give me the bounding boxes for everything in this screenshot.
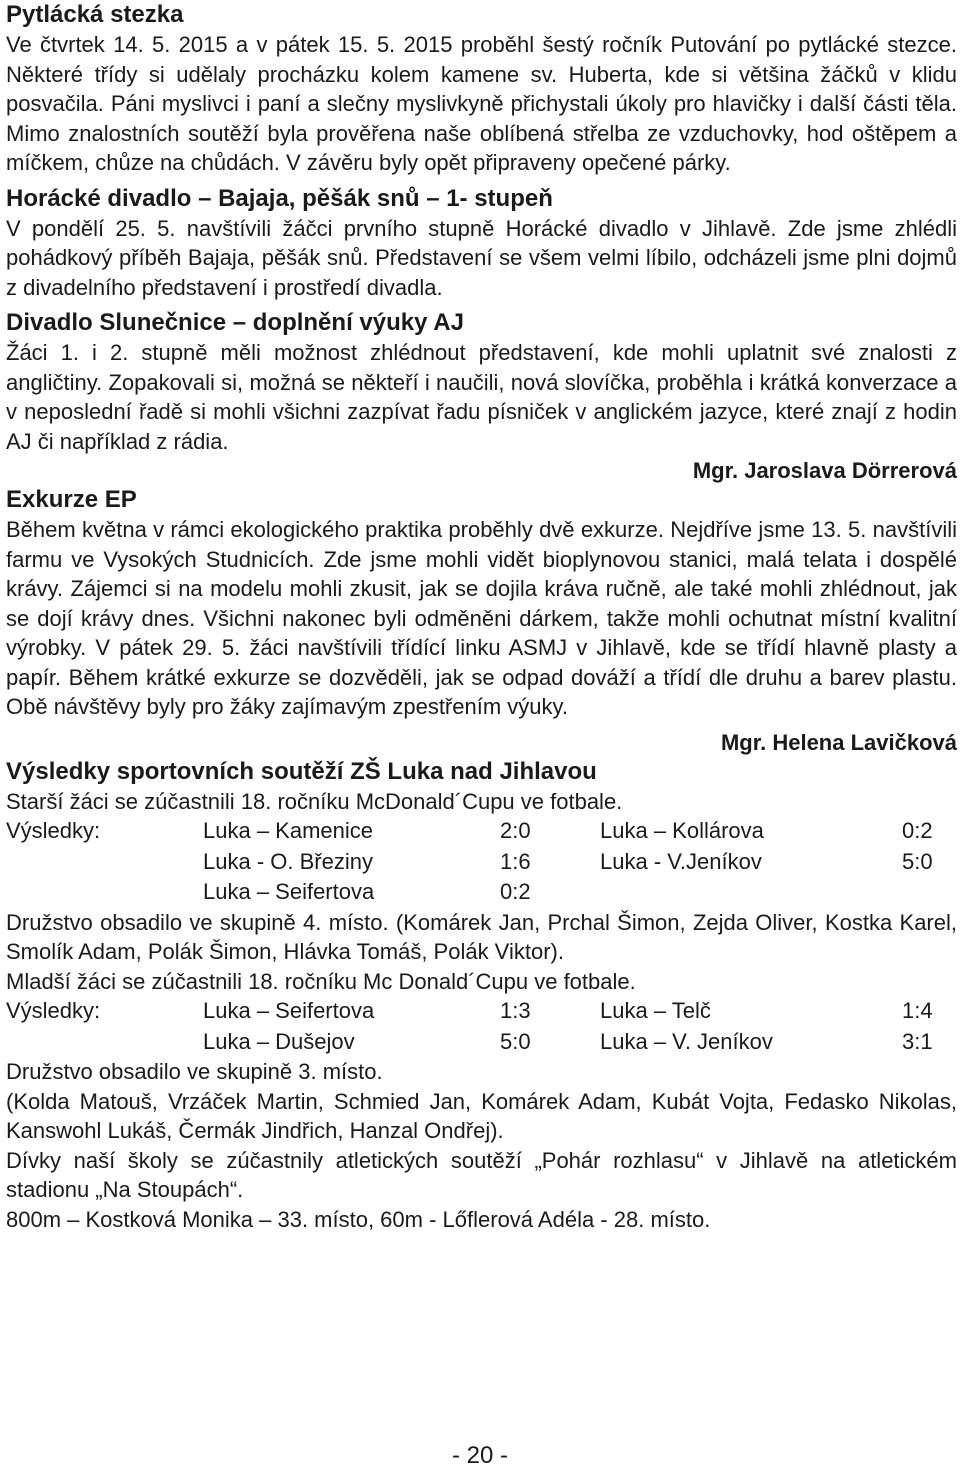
table-row	[6, 847, 942, 878]
match: Luka - O. Březiny	[203, 848, 373, 874]
score: 0:2	[500, 879, 531, 904]
match: Luka – Telč	[600, 998, 711, 1023]
score: 1:3	[500, 998, 531, 1023]
match: Luka - V.Jeníkov	[600, 848, 762, 874]
match: Luka – Seifertova	[203, 879, 375, 904]
signature-lavickova	[6, 728, 957, 757]
older-pupils-intro: Starší žáci se zúčastnili 18. ročníku McDonald´Cupu ve fotbale.	[6, 788, 623, 814]
page-number: - 20 -	[451, 1442, 508, 1469]
younger-placement: Družstvo obsadilo ve skupině 3. místo.	[6, 1059, 383, 1084]
older-results-table	[6, 816, 942, 908]
section-title-horacke-divadlo: Horácké divadlo – Bajaja, pěšák snů – 1- stupeň	[6, 184, 553, 212]
score: 3:1	[902, 1028, 933, 1054]
results-label: Výsledky:	[6, 998, 101, 1023]
section-title-exkurze-ep: Exkurze EP	[6, 486, 137, 513]
score: 5:0	[500, 1028, 531, 1054]
signature-name: Jaroslava Dörrerová	[744, 458, 957, 483]
score: 1:6	[500, 848, 531, 874]
paragraph-pytlacka-stezka: Ve čtvrtek 14. 5. 2015 a v pátek 15. 5. 2015 proběhl šestý ročník Putování po pytlácké stezce. Některé třídy si udělaly procházku kolem kamene sv. Huberta, kde si většina žáčků v klidu posvačila. Páni myslivci i paní a slečny myslivkyně přichystali úkoly pro hlavičky i další části těla. Mimo znalostních soutěží byla prověřena naše oblíbená střelba ze vzduchovky, hod oštěpem a míčkem, chůze na chůdách. V závěru byly opět připraveny opečené párky.	[6, 32, 957, 175]
table-row	[6, 996, 942, 1027]
score: 1:4	[902, 998, 933, 1023]
match: Luka – Seifertova	[203, 998, 375, 1023]
signature-name: Helena Lavičková	[772, 729, 957, 755]
document-page	[6, 0, 957, 1234]
girls-athletics-paragraph: Dívky naší školy se zúčastnily atletických soutěží „Pohár rozhlasu“ v Jihlavě na atletickém stadionu „Na Stoupách“.	[6, 1147, 957, 1202]
athletics-results: 800m – Kostková Monika – 33. místo, 60m - Lőflerová Adéla - 28. místo.	[6, 1206, 711, 1232]
section-title-divadlo-slunecnice: Divadlo Slunečnice – doplnění výuky AJ	[6, 309, 464, 336]
paragraph-divadlo-slunecnice: Žáci 1. i 2. stupně měli možnost zhlédnout představení, kde mohli uplatnit své znalosti z angličtiny. Zopakovali si, možná se někteří i naučili, nová slovíčka, proběhla i krátká konverzace a v neposlední řadě si mohli všichni zazpívat řadu písniček v anglickém jazyce, které znají z hodin AJ či například z rádia.	[6, 340, 957, 454]
match: Luka – Kollárova	[600, 818, 764, 843]
match: Luka – V. Jeníkov	[600, 1028, 773, 1054]
section-title-vysledky: Výsledky sportovních soutěží ZŠ Luka nad Jihlavou	[6, 757, 597, 785]
younger-pupils-intro: Mladší žáci se zúčastnili 18. ročníku Mc Donald´Cupu ve fotbale.	[6, 968, 636, 994]
match: Luka – Dušejov	[203, 1028, 355, 1054]
older-placement: Družstvo obsadilo ve skupině 4. místo. (Komárek Jan, Prchal Šimon, Zejda Oliver, Kostka Karel, Smolík Adam, Polák Šimon, Hlávka Tomáš, Polák Viktor).	[6, 909, 957, 964]
signature-prefix: Mgr.	[720, 729, 767, 755]
match	[600, 877, 902, 908]
results-label: Výsledky:	[6, 818, 101, 843]
table-row	[6, 877, 942, 908]
score	[902, 877, 942, 908]
score: 2:0	[500, 818, 531, 843]
table-row	[6, 1027, 942, 1058]
paragraph-horacke-divadlo: V pondělí 25. 5. navštívili žáčci prvního stupně Horácké divadlo v Jihlavě. Zde jsme zhlédli pohádkový příběh Bajaja, pěšák snů. Představení se všem velmi líbilo, odcházeli jsme plni dojmů z divadelního představení i prostředí divadla.	[6, 215, 957, 300]
section-title-pytlacka-stezka: Pytlácká stezka	[6, 1, 184, 28]
match: Luka – Kamenice	[203, 818, 373, 843]
table-row	[6, 816, 942, 847]
signature-dorrerova	[6, 456, 957, 485]
younger-results-table	[6, 996, 942, 1057]
score: 0:2	[902, 818, 933, 843]
younger-team-list: (Kolda Matouš, Vrzáček Martin, Schmied Jan, Komárek Adam, Kubát Vojta, Fedasko Nikolas, Kanswohl Lukáš, Čermák Jindřich, Hanzal Ondřej).	[6, 1088, 957, 1143]
score: 5:0	[902, 848, 933, 874]
paragraph-exkurze-ep: Během května v rámci ekologického praktika proběhly dvě exkurze. Nejdříve jsme 13. 5. navštívili farmu ve Vysokých Studnicích. Zde jsme mohli vidět bioplynovou stanici, malá telata i dospělé krávy. Zájemci si na modelu mohli zkusit, jak se dojila kráva ručně, ale také mohli zhlédnout, jak se dojí krávy dnes. Všichni nakonec byli odměněni dárkem, takže mohli ochutnat místní kvalitní výrobky. V pátek 29. 5. žáci navštívili třídící linku ASMJ v Jihlavě, kde se třídí hlavně plasty a papír. Během krátké exkurze se dozvěděli, jak se odpad dováží a třídí dle druhu a barev plastu. Obě návštěvy byly pro žáky zajímavým zpestřením výuky.	[6, 517, 957, 719]
signature-prefix: Mgr.	[692, 458, 739, 483]
